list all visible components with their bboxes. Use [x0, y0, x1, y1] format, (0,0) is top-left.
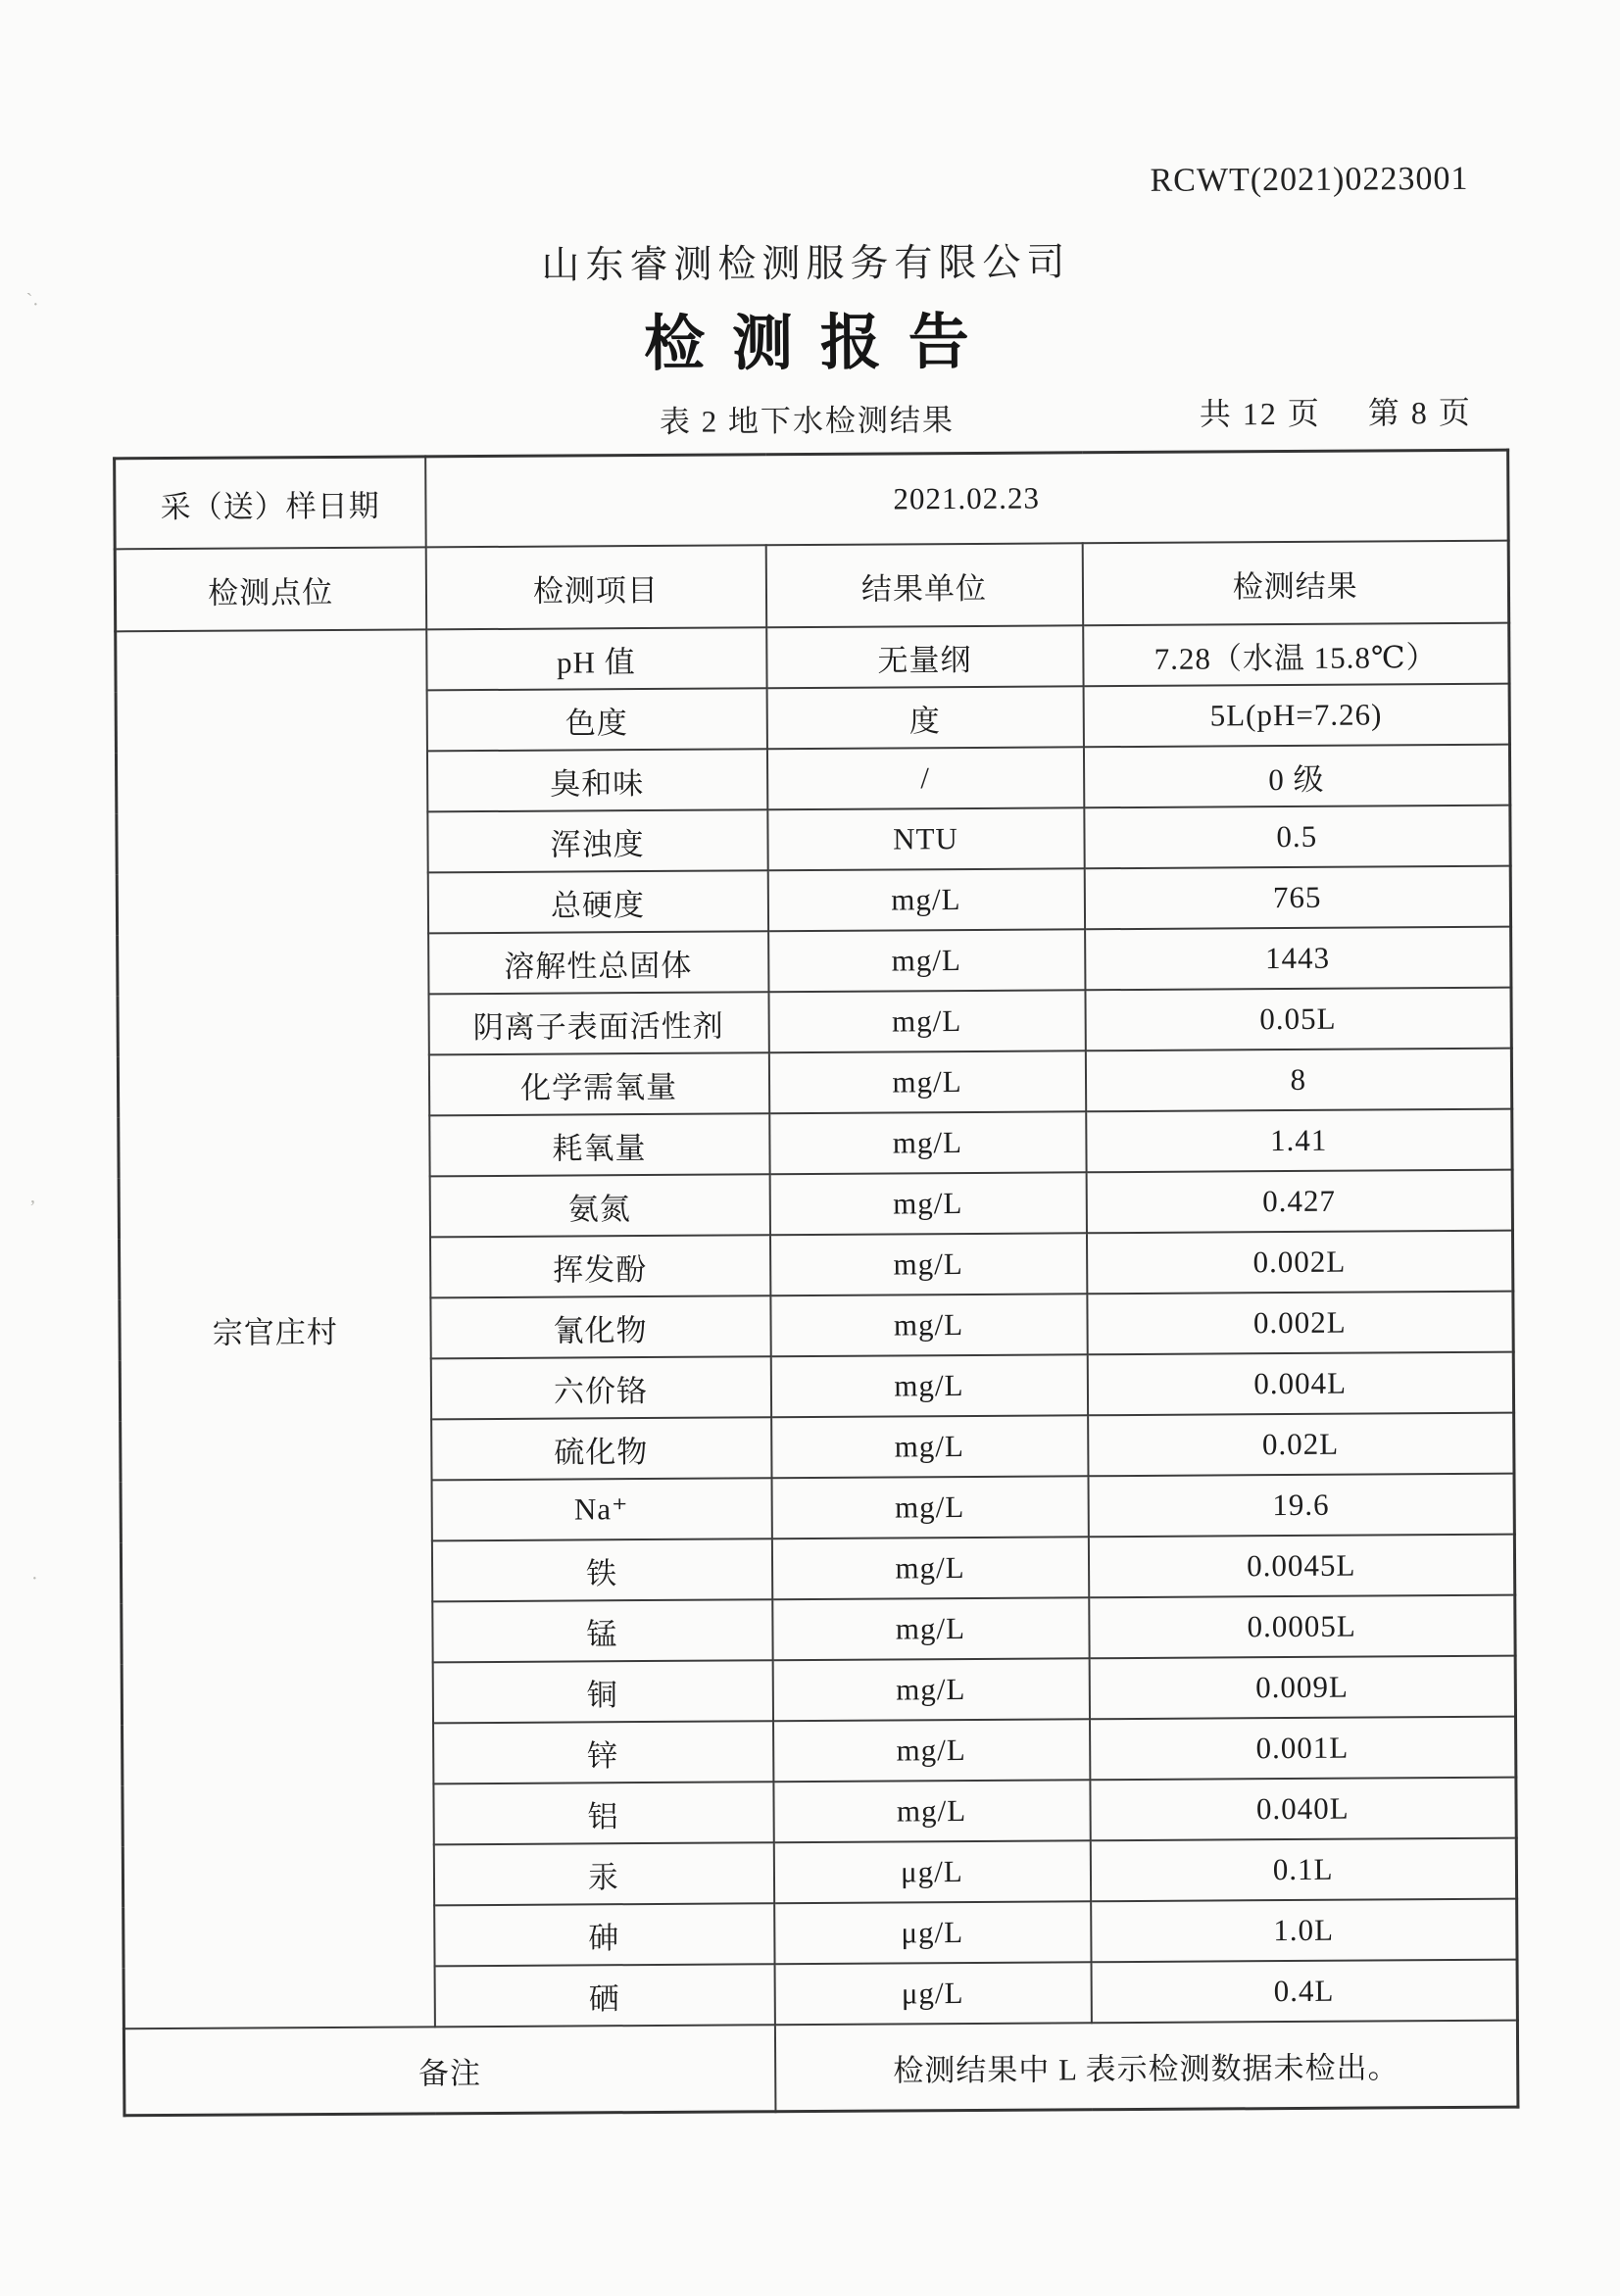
cell-unit: mg/L [770, 1354, 1087, 1417]
cell-result: 0.1L [1090, 1838, 1516, 1902]
cell-unit: mg/L [773, 1780, 1090, 1842]
cell-result: 19.6 [1088, 1474, 1514, 1538]
cell-unit: mg/L [772, 1658, 1089, 1721]
cell-result: 5L(pH=7.26) [1083, 684, 1509, 748]
cell-result: 1443 [1085, 927, 1511, 991]
cell-unit: mg/L [769, 1111, 1086, 1174]
scan-artifact: ̀· [32, 294, 39, 316]
cell-item: 氰化物 [430, 1295, 770, 1358]
sample-date-value: 2021.02.23 [425, 450, 1509, 547]
cell-item: 汞 [433, 1842, 773, 1905]
cell-unit: mg/L [773, 1719, 1090, 1782]
cell-result: 0.001L [1090, 1717, 1516, 1781]
cell-item: 耗氧量 [429, 1113, 769, 1176]
cell-unit: 无量纲 [766, 625, 1083, 688]
cell-result: 0 级 [1083, 745, 1509, 808]
cell-item: 化学需氧量 [428, 1052, 768, 1115]
cell-item: 臭和味 [426, 749, 766, 811]
cell-item: 锌 [433, 1721, 773, 1783]
cell-unit: mg/L [771, 1476, 1088, 1539]
cell-unit: mg/L [771, 1415, 1088, 1478]
table-row [116, 623, 1509, 693]
cell-item: 六价铬 [430, 1356, 770, 1419]
cell-item: 硫化物 [431, 1417, 771, 1480]
cell-result: 1.41 [1086, 1109, 1512, 1173]
cell-result: 0.0045L [1088, 1535, 1514, 1598]
cell-unit: mg/L [767, 868, 1084, 931]
remark-text: 检测结果中 L 表示检测数据未检出。 [774, 2021, 1518, 2112]
cell-item: 氨氮 [429, 1174, 769, 1237]
sample-date-row [115, 450, 1509, 549]
cell-item: pH 值 [426, 627, 766, 690]
header-unit: 结果单位 [765, 543, 1083, 627]
cell-unit: mg/L [769, 1172, 1086, 1235]
header-item: 检测项目 [425, 545, 766, 629]
cell-unit: mg/L [769, 1233, 1086, 1295]
cell-item: 阴离子表面活性剂 [428, 992, 768, 1054]
cell-unit: μg/L [773, 1840, 1090, 1903]
cell-item: 浑浊度 [427, 809, 767, 872]
cell-result: 765 [1084, 866, 1510, 930]
cell-result: 0.002L [1087, 1292, 1513, 1355]
cell-unit: mg/L [770, 1294, 1087, 1356]
cell-result: 0.040L [1090, 1778, 1516, 1841]
table-foot-section [123, 2021, 1518, 2116]
cell-unit: mg/L [771, 1537, 1088, 1599]
cell-result: 0.02L [1088, 1413, 1514, 1477]
company-name: 山东睿测检测服务有限公司 [541, 241, 1071, 287]
cell-unit: / [766, 747, 1083, 809]
report-number: RCWT(2021)0223001 [1150, 160, 1469, 199]
cell-result: 0.427 [1086, 1170, 1512, 1234]
cell-result: 7.28（水温 15.8℃） [1083, 623, 1509, 687]
cell-unit: mg/L [768, 1050, 1085, 1113]
cell-unit: mg/L [772, 1597, 1089, 1660]
cell-result: 0.009L [1089, 1656, 1515, 1720]
sample-date-label: 采（送）样日期 [115, 457, 426, 549]
scan-artifact: · [31, 1568, 38, 1589]
cell-result: 0.004L [1087, 1352, 1513, 1416]
remark-row [123, 2021, 1518, 2116]
table-head-section [115, 450, 1509, 631]
cell-result: 0.05L [1085, 988, 1511, 1051]
cell-item: Na⁺ [431, 1478, 771, 1540]
table-caption: 表 2 地下水检测结果 [659, 403, 956, 439]
cell-item: 溶解性总固体 [428, 931, 768, 994]
cell-result: 0.5 [1084, 806, 1510, 869]
cell-unit: μg/L [774, 1901, 1091, 1964]
table-body [116, 623, 1518, 2029]
cell-unit: μg/L [774, 1962, 1091, 2025]
cell-item: 挥发酚 [429, 1235, 769, 1297]
cell-unit: mg/L [768, 990, 1085, 1052]
cell-unit: mg/L [768, 929, 1085, 992]
current-page: 第 8 页 [1367, 394, 1472, 431]
cell-item: 硒 [434, 1964, 774, 2027]
cell-result: 8 [1085, 1049, 1511, 1112]
result-table [113, 449, 1519, 2118]
pagination [1200, 388, 1472, 435]
header-site: 检测点位 [115, 547, 426, 631]
cell-item: 砷 [434, 1903, 774, 1966]
remark-label: 备注 [123, 2025, 775, 2116]
cell-item: 铝 [433, 1782, 773, 1844]
cell-unit: 度 [766, 686, 1083, 749]
cell-result: 0.4L [1091, 1960, 1517, 2024]
cell-unit: NTU [767, 807, 1084, 870]
cell-item: 铜 [432, 1660, 772, 1723]
cell-item: 总硬度 [427, 870, 767, 933]
cell-item: 锰 [432, 1599, 772, 1662]
scan-artifact: ‚ [29, 1186, 36, 1207]
site-cell: 宗官庄村 [116, 629, 435, 2028]
header-result: 检测结果 [1082, 541, 1509, 626]
header-row [115, 541, 1509, 632]
report-title: 检测报告 [643, 309, 997, 379]
cell-item: 铁 [431, 1539, 771, 1601]
cell-result: 1.0L [1091, 1899, 1517, 1963]
cell-item: 色度 [426, 688, 766, 751]
cell-result: 0.002L [1086, 1231, 1512, 1295]
cell-result: 0.0005L [1089, 1595, 1515, 1659]
total-pages: 共 12 页 [1199, 395, 1321, 432]
